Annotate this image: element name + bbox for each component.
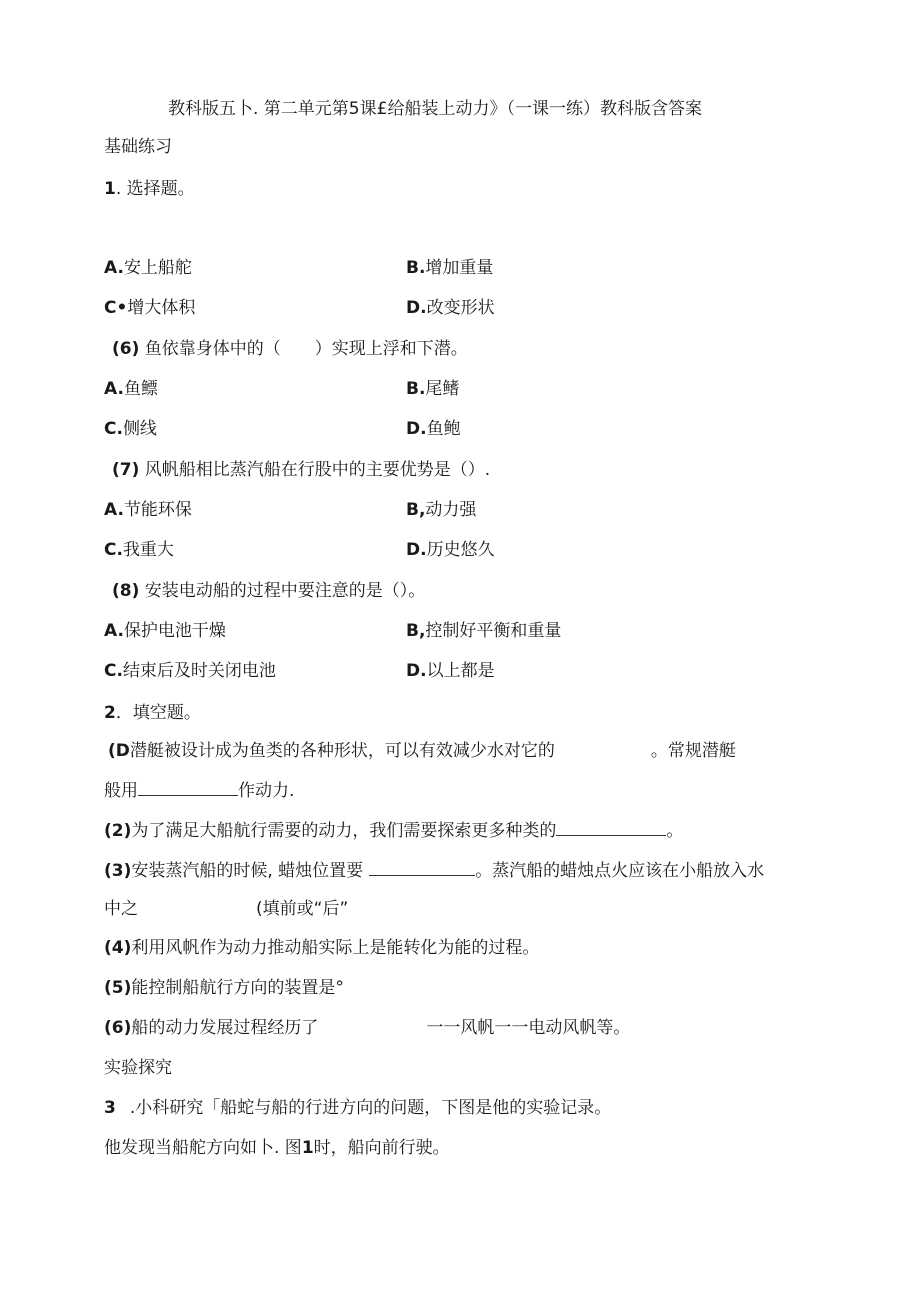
question-3-line2	[104, 1137, 450, 1159]
item-text: 安装蒸汽船的时候, 蜡烛位置要	[131, 861, 364, 881]
item-text: 潜艇被设计成为鱼类的各种形状，可以有效减少水对它的	[129, 741, 555, 761]
item-number: (D	[108, 741, 130, 761]
option-text: 鱼鲍	[426, 419, 461, 439]
option-d	[406, 660, 495, 682]
option-text: 我重大	[122, 540, 174, 560]
item-text: 般用	[104, 781, 138, 801]
option-c	[104, 660, 276, 682]
option-letter: C.	[104, 419, 123, 439]
option-text: 保护电池干燥	[123, 621, 226, 641]
option-letter: B.	[406, 258, 426, 278]
fill-item-1-line2	[104, 779, 294, 802]
question-text: 鱼依靠身体中的（ ）实现上浮和下潜。	[144, 339, 468, 359]
option-c	[104, 418, 157, 440]
option-text: 历史悠久	[426, 540, 495, 560]
fill-item-3-line2	[104, 898, 348, 920]
answer-blank[interactable]	[556, 819, 666, 836]
option-b	[406, 499, 476, 521]
fill-item-6	[104, 1017, 630, 1039]
question-7	[112, 459, 490, 481]
item-text: 船的动力发展过程经历了	[131, 1018, 319, 1038]
option-c	[104, 539, 174, 561]
question-number: 1	[104, 179, 116, 199]
item-number: (3)	[104, 861, 132, 881]
question-8	[112, 580, 425, 602]
option-text: 安上船舵	[123, 258, 192, 278]
item-text: (填前或“后”	[256, 899, 349, 919]
option-b	[406, 620, 561, 642]
item-text: 。	[666, 821, 684, 841]
question-1-heading	[104, 178, 195, 200]
option-text: 以上都是	[426, 661, 495, 681]
item-text: 作动力.	[238, 781, 295, 801]
answer-blank[interactable]	[369, 859, 475, 876]
option-letter: D.	[406, 298, 427, 318]
question-text: ．填空题。	[115, 703, 201, 723]
option-letter: C.	[104, 540, 123, 560]
question-3	[104, 1097, 611, 1119]
option-d	[406, 539, 495, 561]
section-experiment: 实验探究	[104, 1058, 172, 1078]
item-text: 。常规潜艇	[650, 741, 736, 761]
item-number: (4)	[104, 938, 132, 958]
option-d	[406, 418, 461, 440]
item-text: 中之	[104, 899, 138, 919]
fill-item-2	[104, 819, 683, 842]
answer-blank[interactable]	[138, 779, 238, 796]
question-text: 风帆船相比蒸汽船在行股中的主要优势是（）.	[144, 460, 491, 480]
option-letter: D.	[406, 540, 427, 560]
option-text: 尾鳍	[425, 379, 460, 399]
figure-number: 1	[301, 1138, 314, 1158]
question-2-heading	[104, 702, 201, 724]
section-basic-practice: 基础练习	[104, 137, 172, 157]
item-text: 为了满足大船航行需要的动力，我们需要探索更多种类的	[131, 821, 557, 841]
option-text: 结束后及时关闭电池	[122, 661, 276, 681]
option-text: 增大体积	[127, 298, 196, 318]
question-number: (7)	[112, 460, 140, 480]
option-text: 控制好平衡和重量	[425, 621, 562, 641]
item-text: 利用风帆作为动力推动船实际上是能转化为能的过程。	[131, 938, 540, 958]
option-letter: A.	[104, 258, 124, 278]
item-number: (5)	[104, 978, 132, 998]
option-text: 侧线	[122, 419, 157, 439]
item-text: 一一风帆一一电动风帆等。	[426, 1018, 631, 1038]
question-text: . 选择题。	[115, 179, 195, 199]
option-a	[104, 257, 192, 279]
option-c	[104, 297, 195, 319]
option-text: 动力强	[425, 500, 477, 520]
option-letter: B,	[406, 621, 426, 641]
option-letter: A.	[104, 621, 124, 641]
option-d	[406, 297, 495, 319]
option-a	[104, 499, 192, 521]
question-number: (6)	[112, 339, 140, 359]
option-text: 增加重量	[425, 258, 494, 278]
question-number: 3	[104, 1098, 116, 1118]
option-letter: B.	[406, 379, 426, 399]
option-letter: B,	[406, 500, 426, 520]
fill-item-4	[104, 937, 539, 959]
question-number: (8)	[112, 581, 140, 601]
option-letter: C•	[104, 298, 128, 318]
item-number: (2)	[104, 821, 132, 841]
document-title: 教科版五卜. 第二单元第5课£给船装上动力》（一课一练）教科版含答案	[168, 99, 702, 119]
fill-item-3	[104, 859, 764, 882]
option-b	[406, 257, 493, 279]
option-letter: C.	[104, 661, 123, 681]
item-text: 。蒸汽船的蜡烛点火应该在小船放入水	[475, 861, 765, 881]
option-a	[104, 378, 158, 400]
question-number: 2	[104, 703, 116, 723]
option-text: 节能环保	[123, 500, 192, 520]
question-6	[112, 338, 468, 360]
option-b	[406, 378, 459, 400]
option-text: 改变形状	[426, 298, 495, 318]
question-text: .小科研究「船蛇与船的行进方向的问题，下图是他的实验记录。	[129, 1098, 612, 1118]
option-text: 鱼鳔	[123, 379, 158, 399]
question-text: 他发现当船舵方向如卜. 图	[104, 1138, 302, 1158]
option-letter: A.	[104, 379, 124, 399]
question-text: 安装电动船的过程中要注意的是（）。	[144, 581, 426, 601]
option-a	[104, 620, 226, 642]
item-text: 能控制船航行方向的装置是°	[131, 978, 344, 998]
fill-item-5	[104, 977, 344, 999]
item-number: (6)	[104, 1018, 132, 1038]
option-letter: A.	[104, 500, 124, 520]
fill-item-1	[108, 740, 736, 762]
option-letter: D.	[406, 419, 427, 439]
option-letter: D.	[406, 661, 427, 681]
question-text: 时，船向前行驶。	[313, 1138, 450, 1158]
